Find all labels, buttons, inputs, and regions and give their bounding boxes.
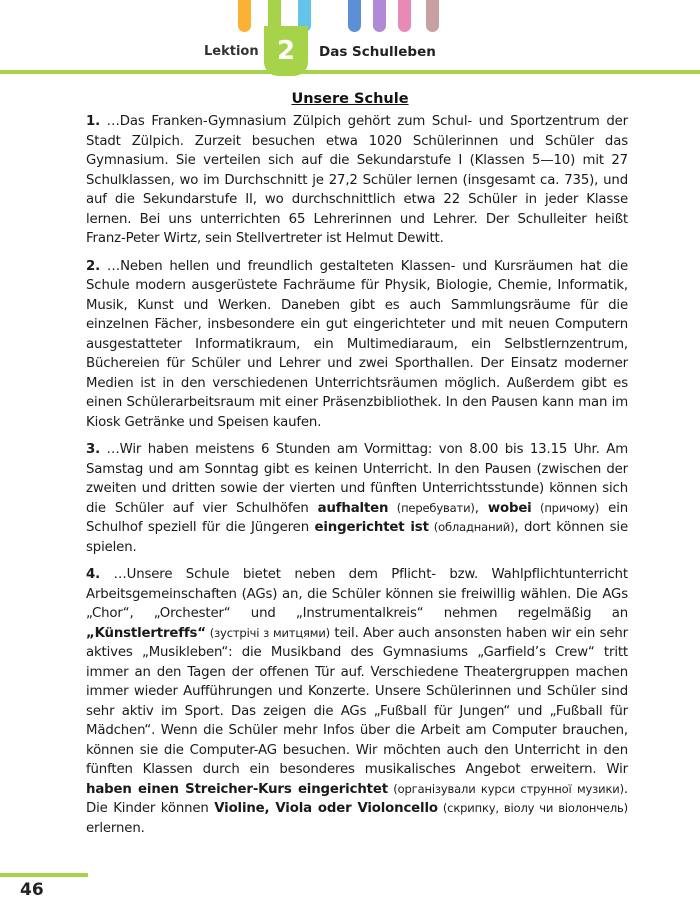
paragraph-number: 1. [86, 114, 101, 129]
translation-note: (перебувати) [388, 500, 475, 515]
page-number: 46 [20, 880, 44, 900]
article-title: Unsere Schule [291, 91, 409, 107]
paragraph-text: erlernen. [86, 820, 145, 836]
footer-rule [0, 873, 88, 877]
paragraph-text: …Neben hellen und freundlich gestalteten Klassen- und Kursräumen hat die Schule modern ausgerüstete Fachräume für Physik, Biologie, Chemie, Informatik, Musik, Kunst und Werken. Daneben gibt es auch Sammlungsräume für die einzelnen Fächer, insbesondere ein gut eingerichteter und mit neuen Computern ausgestatteter Informatikraum, ein Multimediaraum, ein Selbstlernzentrum, Büchereien für Schüler und Lehrer und zwei Sporthallen. Der Einsatz moderner Medien ist in den verschiedenen Unterrichtsräumen möglich. Außerdem gibt es einen Schülerarbeitsraum mit einer Präsenzbibliothek. In den Pausen kann man im Kiosk Getränke und Speisen kaufen. [86, 258, 628, 430]
lesson-title: Das Schulleben [319, 44, 436, 60]
translation-note: (зустрічі з митцями) [205, 625, 330, 640]
color-tab [426, 0, 439, 32]
paragraph-number: 3. [86, 442, 101, 457]
paragraph-4 [86, 565, 628, 838]
article-body [86, 112, 628, 846]
color-tab [398, 0, 411, 32]
vocab-term: eingerichtet ist [314, 520, 429, 535]
vocab-term: wobei [487, 500, 532, 516]
paragraph-2 [86, 257, 628, 433]
lesson-number: 2 [276, 36, 296, 66]
translation-note: (скрипку, віолу чи віолончель) [437, 801, 628, 815]
color-tab [348, 0, 361, 32]
paragraph-text: ein Schulhof speziell für die Jüngeren [86, 500, 629, 535]
translation-note: (обладнаний) [428, 520, 515, 534]
color-tab [238, 0, 251, 32]
paragraph-3 [86, 440, 628, 557]
vocab-term: Violine, Viola oder Violoncello [214, 801, 438, 816]
paragraph-number: 4. [86, 567, 101, 582]
lesson-label: Lektion [204, 44, 259, 59]
paragraph-1 [86, 112, 628, 249]
lesson-number-badge [264, 26, 308, 76]
paragraph-text: …Unsere Schule bietet neben dem Pflicht- bzw. Wahlpflichtunterricht Arbeitsgemeinschaften (AGs) an, die Schüler können sie freiwillig wählen. Die AGs „Chor“, „Orchester“ und „Instrumentalkreis“ nehmen regelmäßig an [86, 567, 628, 621]
paragraph-text: , [474, 500, 488, 516]
paragraph-text: teil. Aber auch ansonsten haben wir ein sehr aktives „Musikleben“: die Musikband des Gymnasiums „Garfield’s Crew“ tritt immer an den Tagen der offenen Tür auf. Verschiedene Theatergruppen machen immer wieder Aufführungen und Konzerte. Unsere Schülerinnen und Schüler sind sehr aktiv im Sport. Das zeigen die AGs „Fußball für Jungen“ und „Fußball für Mädchen“. Wenn die Schüler mehr Infos über die Arbeit am Computer brauchen, können sie die Computer-AG besuchen. Wir möchten auch den Unterricht in den fünften Klassen durch ein besonderes musikalisches Angebot erweitern. Wir [86, 625, 628, 777]
vocab-term: „Künstlertreffs“ [86, 625, 206, 641]
paragraph-text: …Wir haben meistens 6 Stunden am Vormittag: von 8.00 bis 13.15 Uhr. Am Samstag und am Sonntag gibt es keinen Unterricht. In den Pausen (zwischen der zweiten und dritten sowie der vierten und fünften Unterrichtsstunde) können sich die Schüler auf vier Schulhöfen [86, 442, 628, 516]
translation-note: (причому) [531, 500, 600, 515]
paragraph-number: 2. [86, 258, 101, 274]
translation-note: (організували курси струнної музики) [387, 781, 624, 796]
header-rule [0, 70, 700, 74]
color-tab [373, 0, 386, 32]
paragraph-text: . Die Kinder können [86, 781, 628, 816]
vocab-term: aufhalten [317, 500, 389, 516]
paragraph-text: …Das Franken-Gymnasium Zülpich gehört zum Schul- und Sportzentrum der Stadt Zülpich. Zurzeit besuchen etwa 1020 Schülerinnen und Schüler das Gymnasium. Sie verteilen sich auf die Sekundarstufe I (Klassen 5—10) mit 27 Schulklassen, wo im Durchschnitt je 27,2 Schüler lernen (insgesamt ca. 735), und auf die Sekundarstufe II, wo durchschnittlich etwa 22 Schüler in jeder Klasse lernen. Bei uns unterrichten 65 Lehrerinnen und Lehrer. Der Schulleiter heißt Franz-Peter Wirtz, sein Stellvertreter ist Helmut Dewitt. [86, 114, 628, 246]
vocab-term: haben einen Streicher-Kurs eingerichtet [86, 781, 388, 797]
paragraph-text: , dort können sie spielen. [86, 520, 628, 555]
